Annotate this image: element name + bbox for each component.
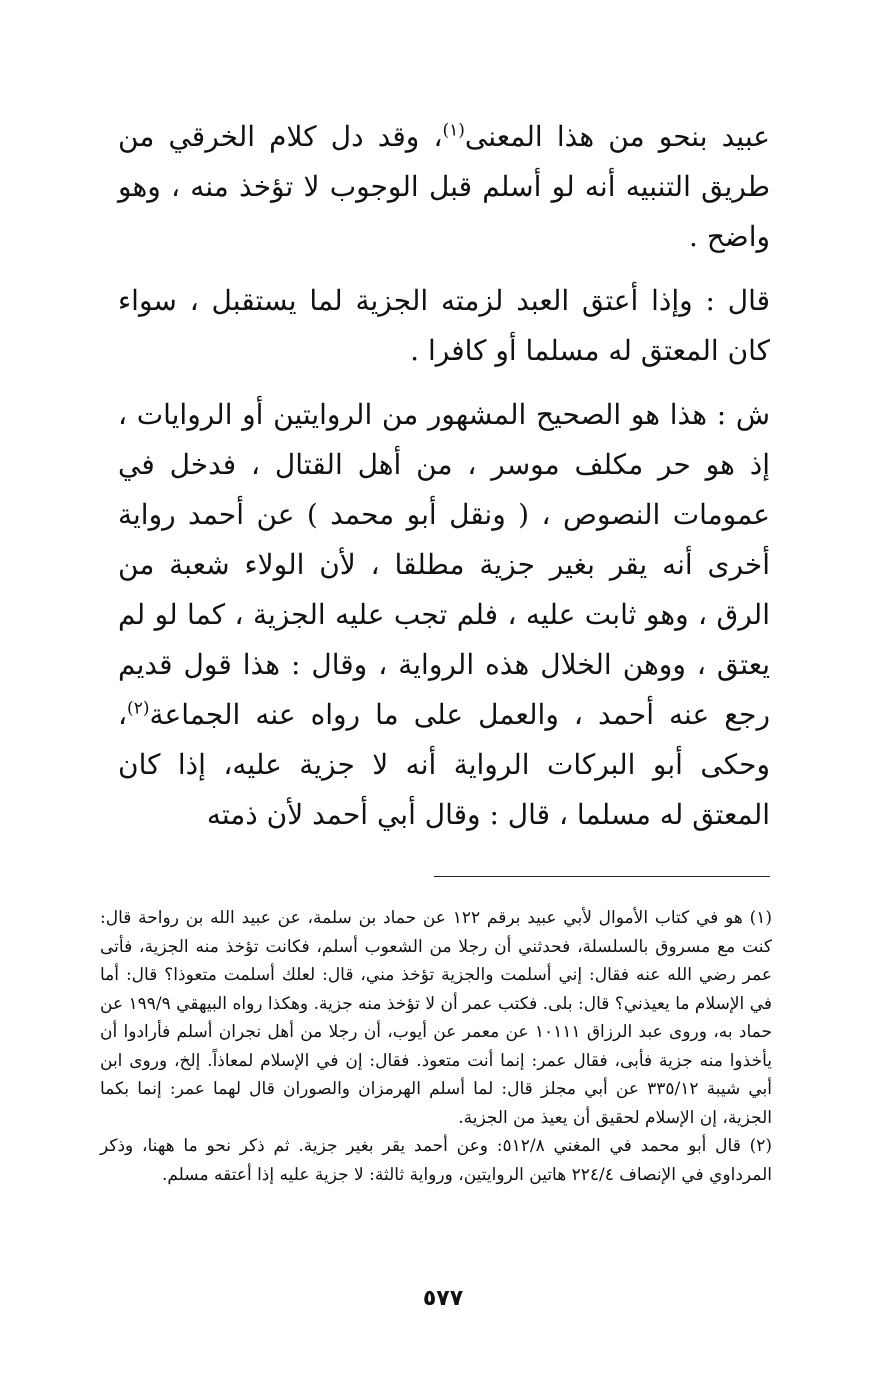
paragraph-2: قال : وإذا أعتق العبد لزمته الجزية لما يستقبل ، سواء كان المعتق له مسلما أو كافرا . <box>118 284 770 367</box>
footnotes <box>100 904 772 1189</box>
main-text <box>118 112 770 854</box>
footnote-1: (١) هو في كتاب الأموال لأبي عبيد برقم ١٢٢ عن حماد بن سلمة، عن عبيد الله بن رواحة قال: كنت مع مسروق بالسلسلة، فحدثني أن رجلا من الشعوب أسلم، فكانت تؤخذ منه الجزية، فأتى عمر رضي الله عنه فقال: إني أسلمت والجزية تؤخذ مني، قال: لعلك أسلمت متعوذا؟ قال: أما في الإسلام ما يعيذني؟ قال: بلى. فكتب عمر أن لا تؤخذ منه جزية. وهكذا رواه البيهقي ١٩٩/٩ عن حماد به، وروى عبد الرزاق ١٠١١١ عن معمر عن أيوب، أن رجلا من أهل نجران أسلم فأرادوا أن يأخذوا منه جزية فأبى، فقال عمر: إنما أنت متعوذ. فقال: إن في الإسلام لمعاذاً. إلخ، وروى ابن أبي شيبة ٣٣٥/١٢ عن أبي مجلز قال: لما أسلم الهرمزان والصوران قال لهما عمر: إنما بكما الجزية، إن الإسلام لحقيق أن يعيذ من الجزية. <box>100 908 772 1128</box>
paragraph-1-text-b: ، وقد دل كلام الخرقي من طريق التنبيه أنه لو أسلم قبل الوجوب لا تؤخذ منه ، وهو واضح . <box>118 120 770 253</box>
paragraph-3-text-b: ، وحكى أبو البركات الرواية أنه لا جزية عليه، إذا كان المعتق له مسلما ، قال : وقال أبي أحمد لأن ذمته <box>118 698 770 831</box>
footnote-ref-2: (٢) <box>127 698 150 719</box>
footnote-2: (٢) قال أبو محمد في المغني ٥١٢/٨: وعن أحمد يقر بغير جزية. ثم ذكر نحو ما ههنا، وذكر المرداوي في الإنصاف ٢٢٤/٤ هاتين الروايتين، ورواية ثالثة: لا جزية عليه إذا أعتقه مسلم. <box>100 1136 773 1185</box>
paragraph-1 <box>118 112 770 262</box>
paragraph-3 <box>118 390 770 840</box>
paragraph-3-text-a: ش : هذا هو الصحيح المشهور من الروايتين أو الروايات ، إذ هو حر مكلف موسر ، من أهل القتال ، فدخل في عمومات النصوص ، ( ونقل أبو محمد ) عن أحمد رواية أخرى أنه يقر بغير جزية مطلقا ، لأن الولاء شعبة من الرق ، وهو ثابت عليه ، فلم تجب عليه الجزية ، كما لو لم يعتق ، ووهن الخلال هذه الرواية ، وقال : هذا قول قديم رجع عنه أحمد ، والعمل على ما رواه عنه الجماعة <box>118 398 770 731</box>
footnote-divider <box>434 876 770 877</box>
footnote-ref-1: (١) <box>442 120 465 141</box>
page-number: ٥٧٧ <box>422 1286 464 1311</box>
paragraph-1-text-a: عبيد بنحو من هذا المعنى <box>464 120 770 153</box>
